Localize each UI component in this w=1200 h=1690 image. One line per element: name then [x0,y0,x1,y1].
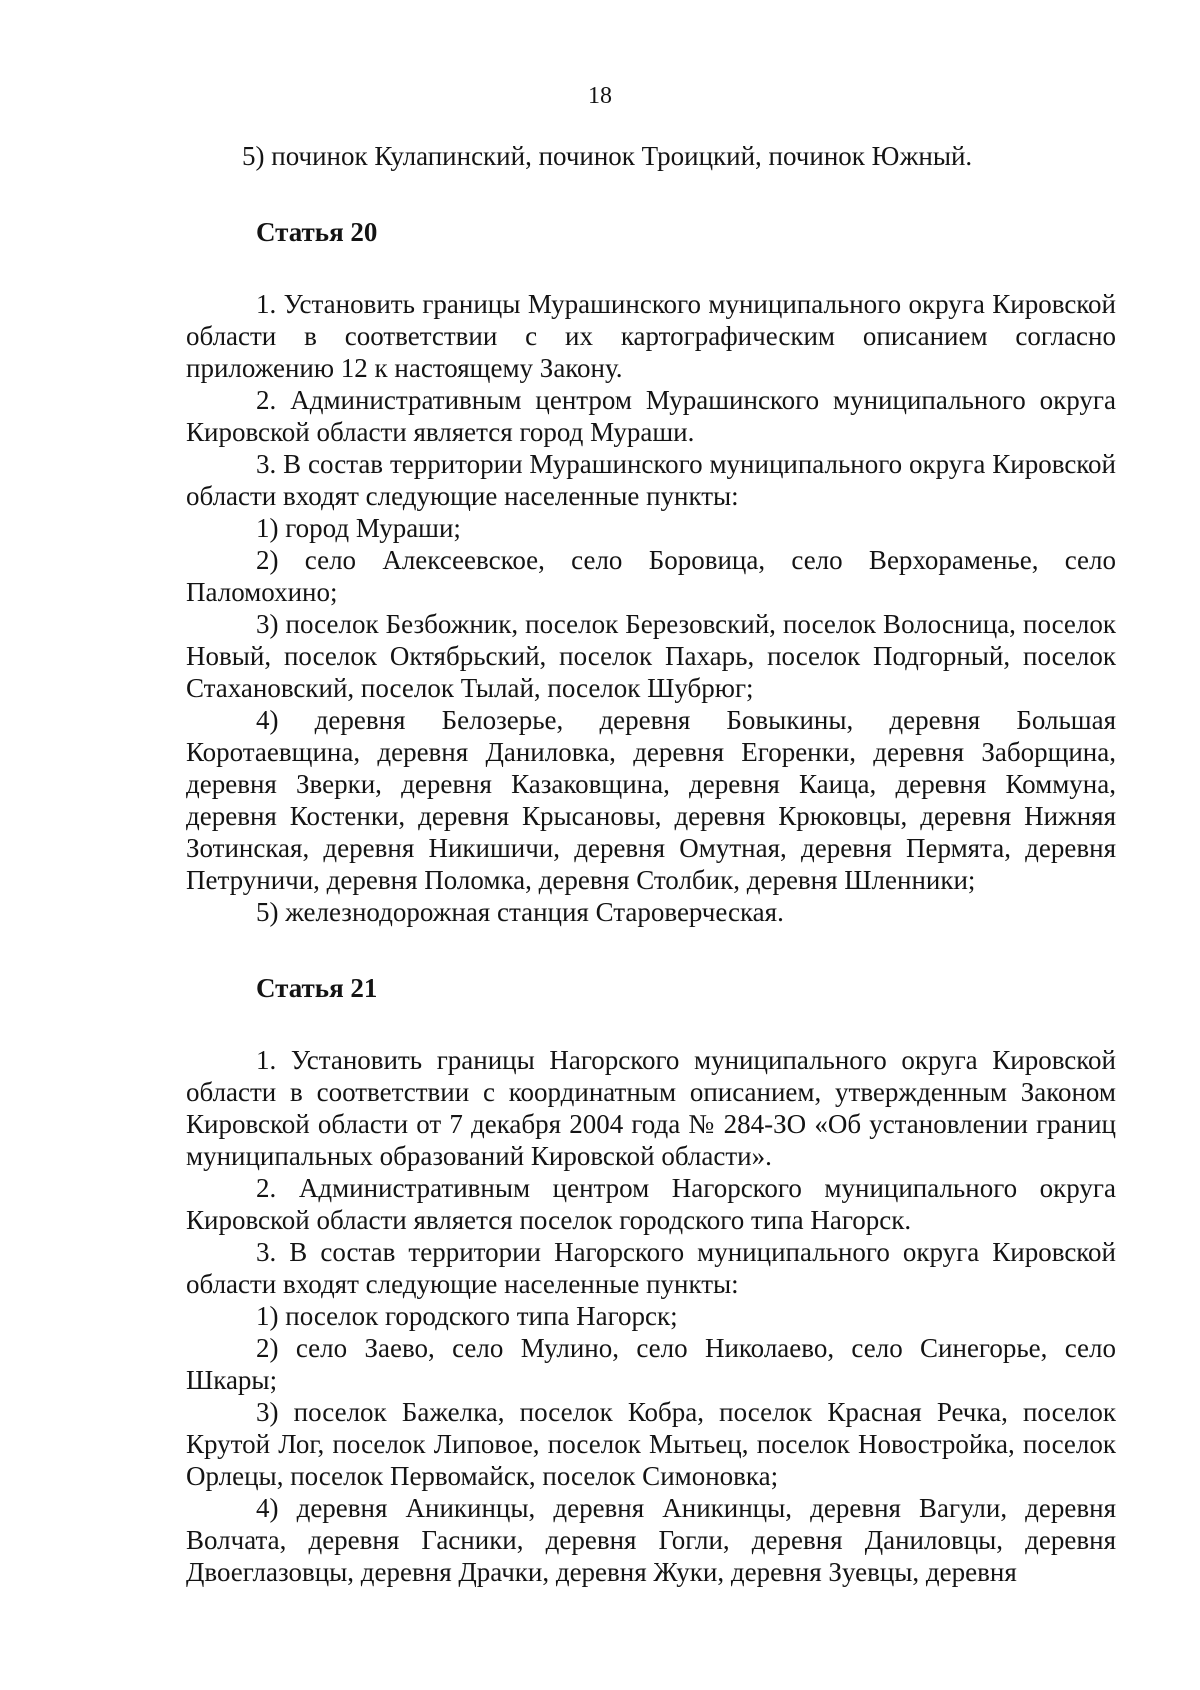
article-21-list-item: 3) поселок Бажелка, поселок Кобра, поселок Красная Речка, поселок Крутой Лог, поселок Липовое, поселок Мытьец, поселок Новостройка, поселок Орлецы, поселок Первомайск, поселок Симоновка; [186,1397,1116,1491]
article-20-paragraph: 2. Административным центром Мурашинского муниципального округа Кировской области является город Мураши. [186,385,1116,447]
page-number: 18 [588,83,612,109]
article-20-list-item: 5) железнодорожная станция Староверческая. [256,897,784,927]
article-21-list-item: 4) деревня Аникинцы, деревня Аникинцы, деревня Вагули, деревня Волчата, деревня Гасники, деревня Гогли, деревня Даниловцы, деревня Двоеглазовцы, деревня Драчки, деревня Жуки, деревня Зуевцы, деревня [186,1493,1116,1587]
article-21-paragraph: 3. В состав территории Нагорского муниципального округа Кировской области входят следующие населенные пункты: [186,1237,1116,1299]
article-20-list-item: 3) поселок Безбожник, поселок Березовский, поселок Волосница, поселок Новый, поселок Октябрьский, поселок Пахарь, поселок Подгорный, поселок Стахановский, поселок Тылай, поселок Шубрюг; [186,609,1116,703]
article-21-list-item: 1) поселок городского типа Нагорск; [256,1301,678,1331]
article-20-paragraph: 1. Установить границы Мурашинского муниципального округа Кировской области в соответствии с их картографическим описанием согласно приложению 12 к настоящему Закону. [186,289,1116,383]
article-21-heading: Статья 21 [256,973,378,1003]
article-21-list-item: 2) село Заево, село Мулино, село Николаево, село Синегорье, село Шкары; [186,1333,1116,1395]
continued-list-item: 5) починок Кулапинский, починок Троицкий, починок Южный. [242,141,973,171]
article-20-list-item: 1) город Мураши; [256,513,461,543]
article-20-list-item: 2) село Алексеевское, село Боровица, село Верхораменье, село Паломохино; [186,545,1116,607]
article-20-paragraph: 3. В состав территории Мурашинского муниципального округа Кировской области входят следующие населенные пункты: [186,449,1116,511]
document-body [186,140,1116,1588]
article-21-paragraph: 2. Административным центром Нагорского муниципального округа Кировской области является поселок городского типа Нагорск. [186,1173,1116,1235]
article-21-paragraph: 1. Установить границы Нагорского муниципального округа Кировской области в соответствии с координатным описанием, утвержденным Законом Кировской области от 7 декабря 2004 года № 284-ЗО «Об установлении границ муниципальных образований Кировской области». [186,1045,1116,1171]
article-20-heading: Статья 20 [256,217,378,247]
article-20-list-item: 4) деревня Белозерье, деревня Бовыкины, деревня Большая Коротаевщина, деревня Даниловка, деревня Егоренки, деревня Заборщина, деревня Зверки, деревня Казаковщина, деревня Каица, деревня Коммуна, деревня Костенки, деревня Крысановы, деревня Крюковцы, деревня Нижняя Зотинская, деревня Никишичи, деревня Омутная, деревня Пермята, деревня Петруничи, деревня Поломка, деревня Столбик, деревня Шленники; [186,705,1116,895]
